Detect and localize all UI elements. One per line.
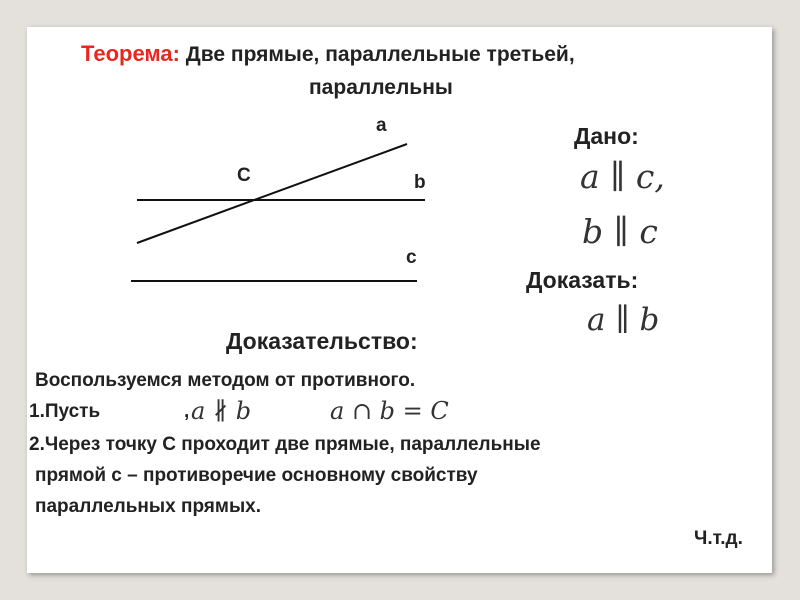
proof-step-2-line1: 2.Через точку С проходит две прямые, параллельные: [29, 434, 541, 455]
proof-step-1-label: 1.Пусть: [29, 401, 101, 422]
theorem-statement-line1: Две прямые, параллельные третьей,: [179, 43, 575, 66]
proof-intro: Воспользуемся методом от противного.: [35, 370, 416, 391]
parallel-lines-figure: [27, 27, 772, 573]
theorem-statement-line2: параллельны: [309, 76, 453, 99]
theorem-colon: :: [172, 41, 180, 66]
qed: Ч.т.д.: [694, 528, 743, 549]
proof-heading: Доказательство:: [226, 328, 418, 354]
proof-step-1-intersection: a ∩ b = C: [330, 397, 449, 425]
prove-statement: a ∥ b: [587, 302, 660, 338]
proof-step-1-not-parallel: a ∦ b: [191, 397, 252, 425]
proof-step-2-line2: прямой с – противоречие основному свойству: [35, 465, 478, 486]
line-a: [137, 144, 407, 243]
theorem-keyword: Теорема: [81, 41, 173, 66]
given-condition-2: b ∥ c: [582, 212, 658, 251]
label-point-c: C: [237, 165, 251, 186]
slide: [27, 27, 772, 573]
given-condition-1: a ∥ c,: [580, 157, 665, 196]
proof-step-1-comma: ,: [184, 401, 190, 422]
label-line-a: a: [376, 115, 387, 136]
given-heading: Дано:: [574, 123, 639, 149]
proof-step-2-line3: параллельных прямых.: [35, 496, 262, 517]
label-line-c: c: [406, 247, 417, 268]
prove-heading: Доказать:: [526, 267, 639, 293]
label-line-b: b: [414, 172, 426, 193]
